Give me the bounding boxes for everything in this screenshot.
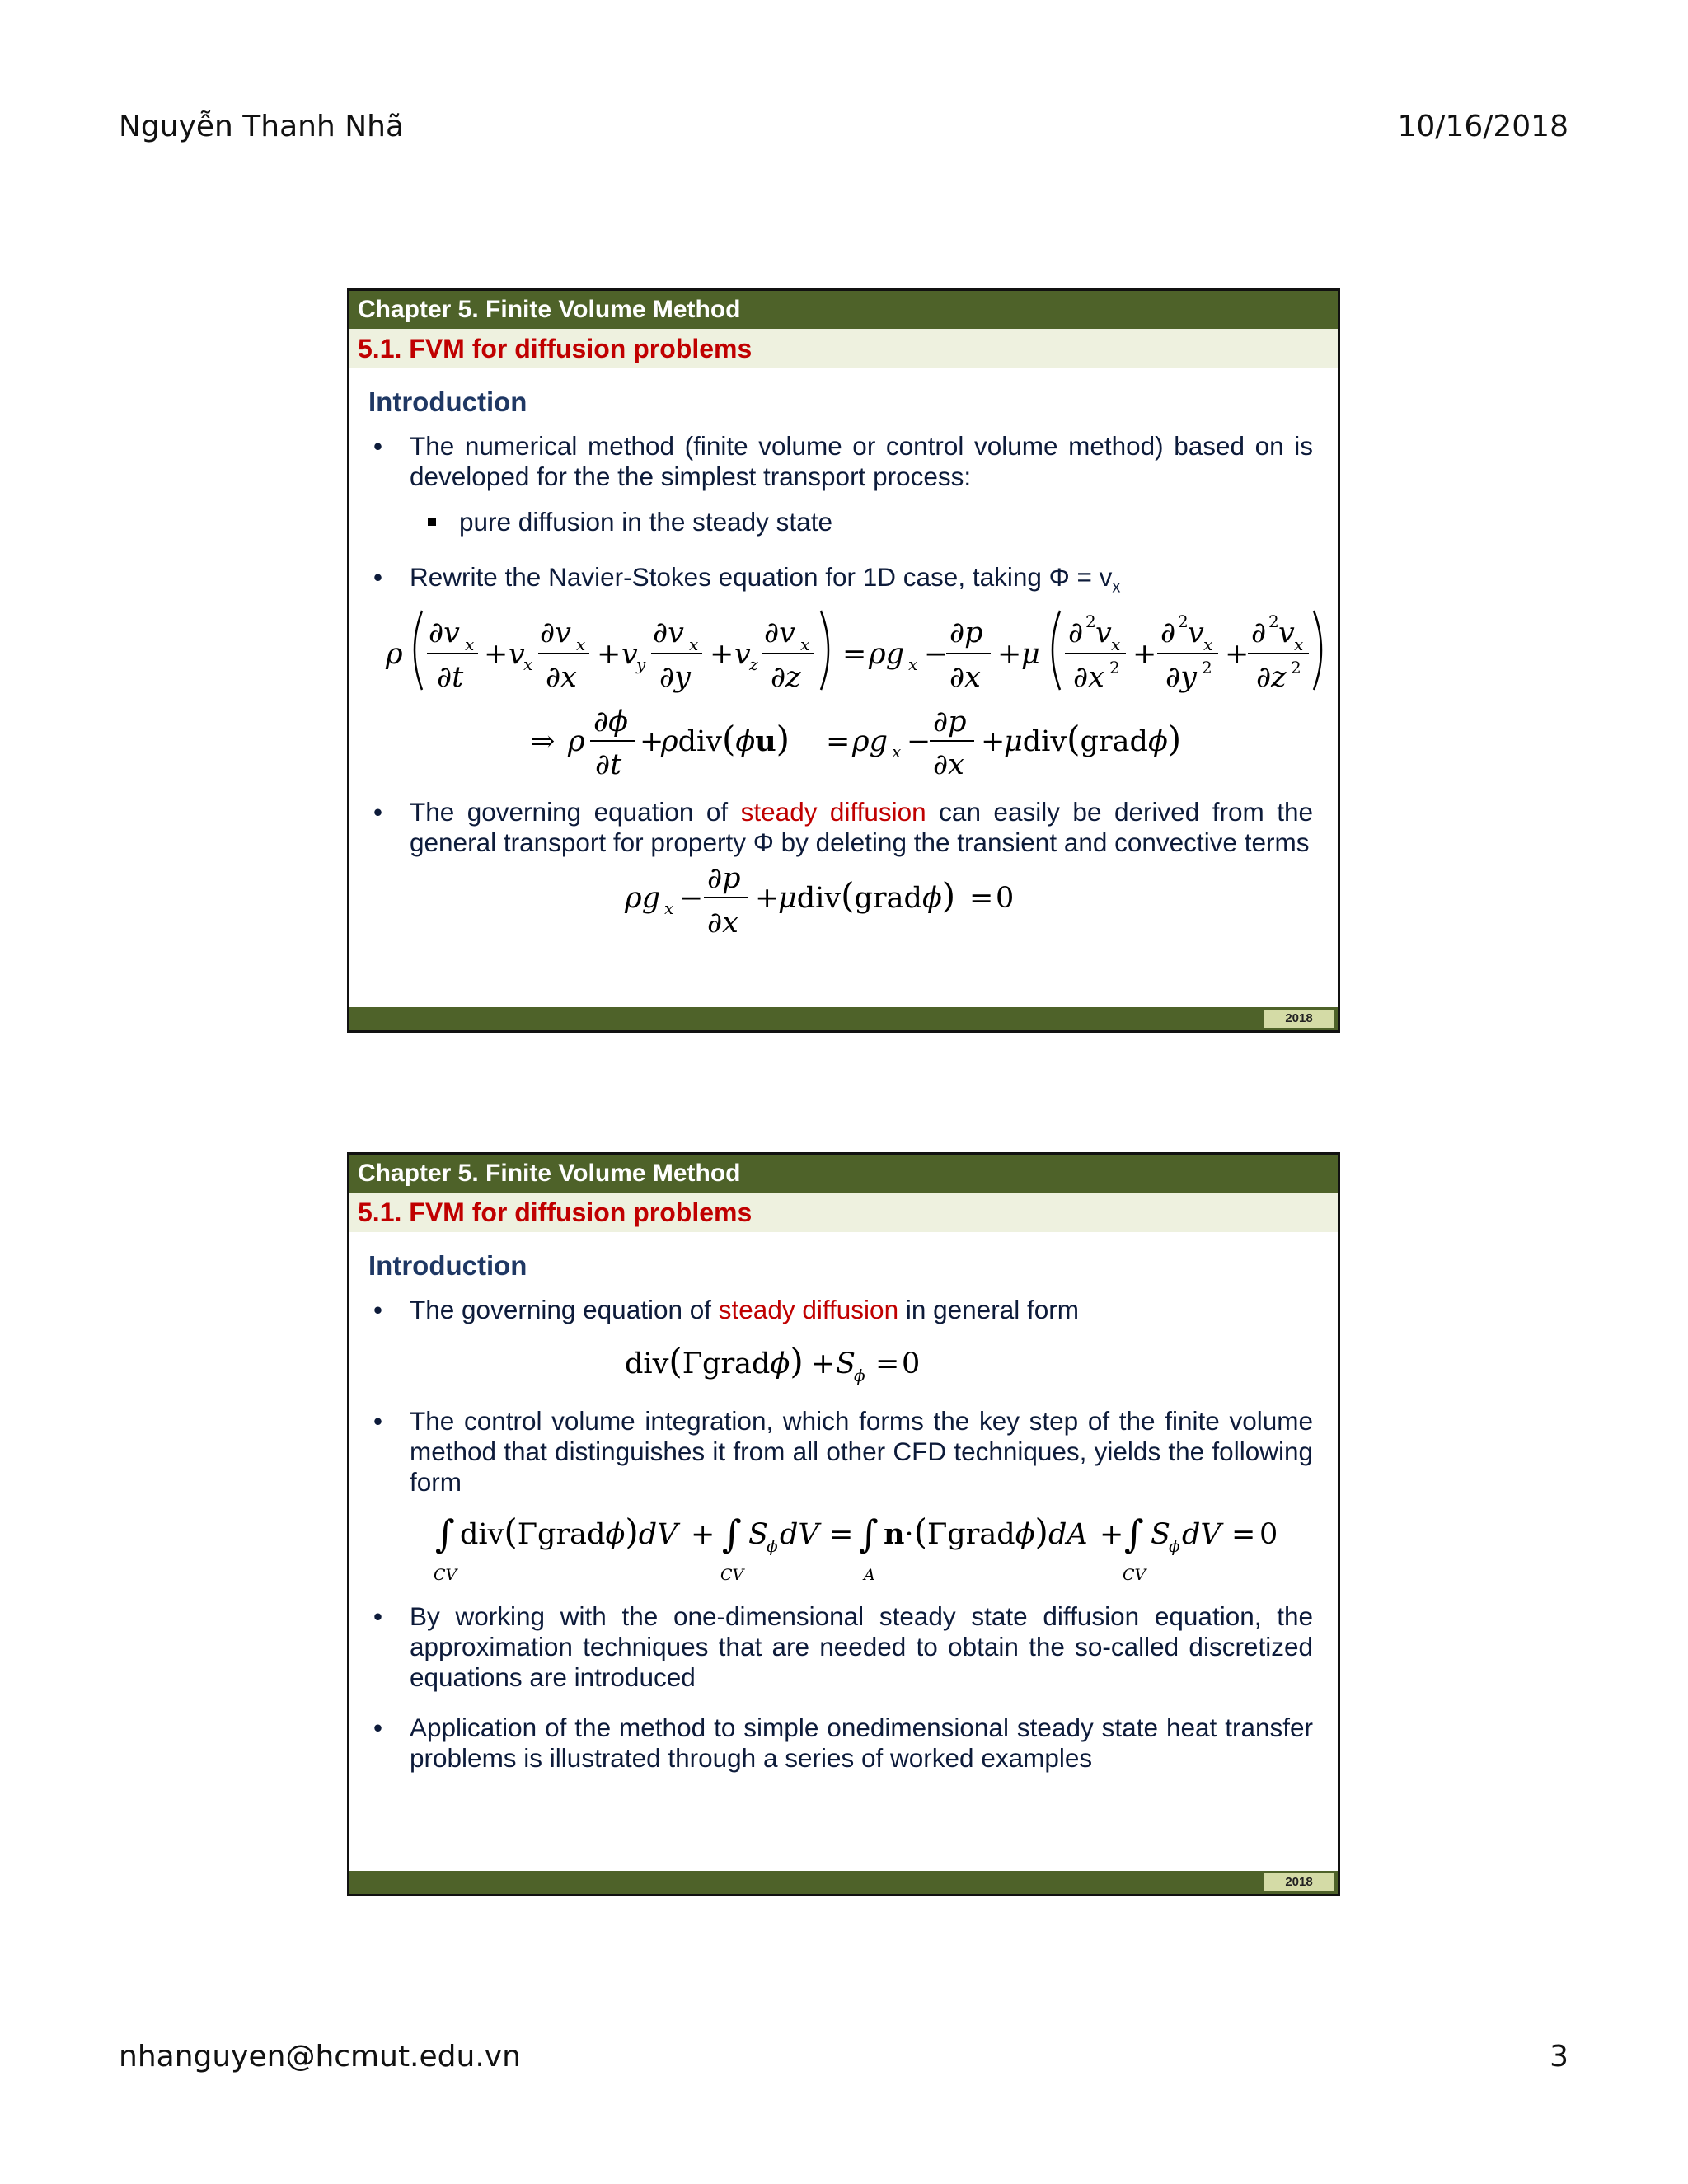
svg-text:z: z [749,654,758,675]
svg-text:v: v [509,638,525,672]
svg-text:μdiv(gradϕ): μdiv(gradϕ) [1004,719,1182,760]
svg-text:ϕ: ϕ [1169,1536,1180,1556]
bullet-navier-stokes [410,562,1313,602]
chapter-title: Chapter 5. Finite Volume Method [349,1155,1338,1193]
transport-equation [349,700,1338,785]
svg-text:∂: ∂ [1251,616,1267,650]
text-pre: The governing equation of [410,797,741,827]
svg-text:2: 2 [1109,658,1120,678]
svg-text:∂t: ∂t [595,748,622,782]
text-pre: The governing equation of [410,1295,719,1324]
svg-text:x: x [576,635,586,655]
svg-text:0: 0 [1259,1518,1278,1551]
svg-text:x: x [1294,635,1304,655]
svg-text:x: x [465,635,475,655]
svg-text:S: S [836,1347,856,1380]
svg-text:∂p: ∂p [950,616,983,650]
svg-text:∫: ∫ [435,1511,455,1556]
svg-text:∂z: ∂z [1256,661,1287,695]
svg-text:∂: ∂ [1160,616,1176,650]
bullet-general-form [410,1295,1313,1325]
svg-text:∂x: ∂x [707,907,738,940]
svg-text:∫: ∫ [859,1511,879,1556]
bullet-numerical-method: • The numerical method (finite volume or control volume method) based on is developed for the the simplest transport process: [410,431,1313,492]
svg-text:2: 2 [1291,658,1301,678]
svg-text:2: 2 [1178,612,1189,632]
page-number: 3 [1550,2040,1568,2074]
svg-text:div(Γgradϕ): div(Γgradϕ) [625,1341,804,1381]
bullet-text: Rewrite the Navier-Stokes equation for 1D case, taking Φ = v [410,562,1113,592]
svg-text:∂t: ∂t [437,661,464,695]
sub-bullet-pure-diffusion: pure diffusion in the steady state [459,507,1313,537]
svg-text:v: v [734,638,751,672]
svg-text:+: + [1132,638,1157,672]
bullet-control-volume: • The control volume integration, which forms the key step of the finite volume method that distinguishes it from all other CFD techniques, yields the following form [410,1406,1313,1497]
svg-text:x: x [1203,635,1213,655]
svg-text:+: + [997,638,1022,672]
svg-text:2: 2 [1202,658,1212,678]
svg-text:v: v [1188,616,1204,650]
svg-text:∂x: ∂x [546,661,577,695]
svg-text:x: x [908,654,918,675]
svg-text:+: + [981,725,1006,759]
svg-text:S: S [748,1518,768,1551]
section-title: 5.1. FVM for diffusion problems [349,329,1338,368]
svg-text:ϕ: ϕ [854,1366,865,1385]
svg-text:ρg: ρg [869,638,904,672]
svg-text:CV: CV [720,1566,744,1584]
svg-text:S: S [1151,1518,1170,1551]
slide-year: 2018 [1264,1010,1334,1028]
svg-text:∂z: ∂z [771,661,801,695]
svg-text:∂: ∂ [1068,616,1084,650]
svg-text:+: + [691,1518,715,1551]
slide-year: 2018 [1264,1873,1334,1891]
control-volume-integral-equation [349,1497,1338,1590]
equation-graphic [349,858,1338,944]
bullet-application: • Application of the method to simple onedimensional steady state heat transfer problems is illustrated through a series of worked examples [410,1713,1313,1774]
svg-text:v: v [1095,616,1112,650]
chapter-title: Chapter 5. Finite Volume Method [349,291,1338,329]
svg-text:−: − [924,638,949,672]
page-date: 10/16/2018 [1397,110,1568,143]
slide-footer-bar [349,1007,1338,1030]
svg-text:+: + [755,882,780,916]
slide-footer-bar [349,1871,1338,1894]
svg-text:∂v: ∂v [540,616,571,650]
svg-text:=: = [1231,1518,1256,1551]
equation-graphic [349,1497,1338,1590]
svg-text:ρ: ρ [386,638,403,672]
svg-text:0: 0 [902,1347,921,1380]
svg-text:∂y: ∂y [659,661,691,695]
svg-text:x: x [1111,635,1121,655]
svg-text:x: x [800,635,810,655]
svg-text:μdiv(gradϕ): μdiv(gradϕ) [778,875,956,916]
steady-diffusion-equation [349,858,1338,944]
svg-text:v: v [1278,616,1295,650]
page-author: Nguyễn Thanh Nhã [119,110,405,143]
equation-graphic [349,602,1338,700]
svg-text:x: x [664,898,674,919]
text-post: in general form [898,1295,1079,1324]
svg-text:∂p: ∂p [933,705,967,739]
svg-text:⇒: ⇒ [531,725,556,759]
svg-text:y: y [636,654,646,675]
svg-text:∂x: ∂x [1073,661,1104,695]
svg-text:∫: ∫ [1124,1511,1144,1556]
equation-graphic [349,700,1338,785]
svg-text:−: − [907,725,931,759]
svg-text:x: x [892,742,902,762]
svg-text:ρg: ρg [852,725,888,759]
svg-text:+: + [484,638,509,672]
svg-text:2: 2 [1085,612,1096,632]
section-title: 5.1. FVM for diffusion problems [349,1193,1338,1232]
svg-text:μ: μ [1021,638,1040,672]
svg-text:=: = [875,1347,900,1380]
svg-text:div(Γgradϕ)dV: div(Γgradϕ)dV [460,1511,678,1552]
svg-text:=: = [829,1518,854,1551]
slide-2 [347,1152,1340,1896]
svg-text:=: = [842,638,867,672]
svg-text:A: A [864,1566,875,1584]
svg-text:+: + [710,638,734,672]
intro-heading: Introduction [368,1250,528,1281]
intro-heading: Introduction [368,387,528,417]
svg-text:∂v: ∂v [429,616,460,650]
svg-text:ρ: ρ [568,725,585,759]
svg-text:∂ϕ: ∂ϕ [593,705,628,739]
svg-text:v: v [621,638,638,672]
svg-text:∂x: ∂x [933,748,964,782]
navier-stokes-equation [349,602,1338,700]
svg-text:CV: CV [1123,1566,1146,1584]
svg-text:∂v: ∂v [764,616,795,650]
svg-text:n·(Γgradϕ)dA: n·(Γgradϕ)dA [884,1511,1088,1552]
page-footer-email: nhanguyen@hcmut.edu.vn [119,2040,521,2074]
svg-text:x: x [689,635,699,655]
svg-text:=: = [969,882,994,916]
bullet-governing-equation [410,797,1313,858]
svg-text:+: + [811,1347,836,1380]
text-post: can easily be derived from the general transport for property Φ by deleting the transient and convective terms [410,797,1313,858]
svg-text:+: + [640,725,664,759]
steady-diffusion-highlight: steady diffusion [718,1295,899,1324]
svg-text:2: 2 [1268,612,1279,632]
svg-text:+: + [1100,1518,1124,1551]
svg-text:∫: ∫ [722,1511,742,1556]
svg-text:ρdiv(ϕu): ρdiv(ϕu) [661,719,790,760]
svg-text:∂v: ∂v [653,616,684,650]
slide-1 [347,288,1340,1033]
svg-text:ρg: ρg [625,882,660,916]
svg-text:x: x [523,654,533,675]
steady-diffusion-highlight: steady diffusion [740,797,926,827]
bullet-subscript: x [1112,578,1121,597]
svg-text:+: + [1225,638,1250,672]
svg-text:∂p: ∂p [707,862,741,896]
general-form-equation [349,1325,1338,1398]
svg-text:ϕ: ϕ [767,1536,778,1556]
svg-text:+: + [597,638,621,672]
svg-text:0: 0 [996,882,1015,916]
svg-text:dV: dV [1182,1518,1221,1551]
svg-text:dV: dV [780,1518,819,1551]
svg-text:∂y: ∂y [1165,661,1197,695]
equation-graphic [349,1325,1338,1398]
svg-text:CV: CV [434,1566,457,1584]
svg-text:=: = [826,725,851,759]
bullet-one-dimensional: • By working with the one-dimensional steady state diffusion equation, the approximation techniques that are needed to obtain the so-called discretized equations are introduced [410,1601,1313,1693]
svg-text:−: − [679,882,704,916]
svg-text:∂x: ∂x [950,661,981,695]
